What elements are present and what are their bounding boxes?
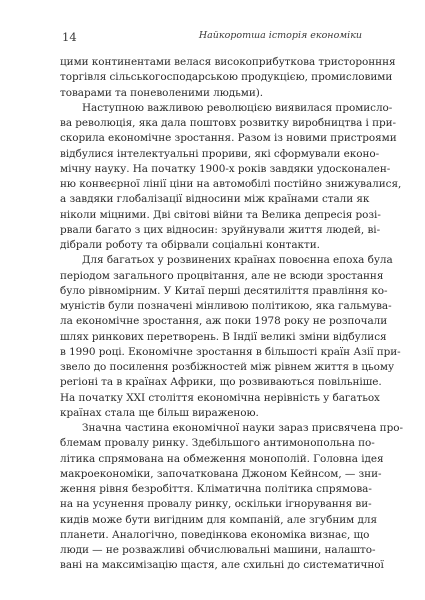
text-line: товарами та поневоленими людьми).: [60, 86, 264, 99]
text-line: в 1990 році. Економічне зростання в більшості країн Азії при-: [60, 345, 401, 358]
text-line: рвали багато з цих відносин: зруйнували життя людей, ві-: [60, 223, 381, 236]
text-line: ню конвеєрної лінії ціни на автомобілі постійно знижувалися,: [60, 178, 402, 190]
text-line: ва революція, яка дала поштовх розвитку виробництва і при-: [60, 117, 396, 129]
text-line: цими континентами велася високоприбуткова тристоронння: [60, 56, 396, 68]
page-number: 14: [62, 30, 77, 44]
body-text: [60, 55, 403, 574]
text-line: Для багатьох у розвинених країнах повоєнна епоха була: [82, 254, 393, 267]
text-line: ла економічне зростання, аж поки 1978 року не розпочали: [60, 315, 388, 328]
text-line: на на усунення провалу ринку, оскільки ігнорування ви-: [60, 498, 372, 511]
running-title: Найкоротша історія економіки: [198, 30, 362, 41]
text-line: люди — не розважливі обчислювальні машини, налашто-: [60, 544, 376, 556]
text-line: регіоні та в країнах Африки, що розвиваються повільніше.: [60, 376, 382, 389]
text-line: дібрали роботу та обірвали соціальні контакти.: [60, 239, 320, 251]
text-line: муністів були позначені мінливою політикою, яка гальмува-: [60, 300, 392, 312]
text-line: скорила економічне зростання. Разом із новими пристроями: [60, 132, 397, 145]
text-line: мічну науку. На початку 1900-х років завдяки удосконален-: [60, 162, 391, 175]
text-line: шлях ринкових перетворень. В Індії великі зміни відбулися: [60, 330, 387, 343]
text-line: ження рівня безробіття. Кліматична політика спрямова-: [60, 483, 372, 495]
text-line: На початку XXI століття економічна нерівність у багатьох: [60, 391, 380, 404]
text-line: планети. Аналогічно, поведінкова економіка визнає, що: [60, 528, 370, 541]
text-line: ніколи міцними. Дві світові війни та Велика депресія розі-: [60, 208, 381, 221]
text-line: торгівля сільськогосподарською продукцією, промисловими: [60, 71, 393, 84]
text-line: звело до посилення розбіжностей між рівнем життя в цьому: [60, 361, 395, 373]
text-line: макроекономіки, започаткована Джоном Кейнсом, — зни-: [60, 467, 382, 480]
text-line: блемам провалу ринку. Здебільшого антимонопольна по-: [60, 437, 375, 450]
text-line: відбулися інтелектуальні прориви, які сформували еконо-: [60, 147, 380, 160]
text-line: Наступною важливою революцією виявилася промисло-: [82, 101, 393, 114]
text-line: вані на максимізацію щастя, але схильні до систематичної: [60, 559, 384, 572]
page-header: [62, 30, 362, 44]
text-line: кидів може бути вигідним для компаній, але згубним для: [60, 513, 378, 526]
text-line: країнах стала ще більш вираженою.: [60, 406, 259, 419]
text-line: періодом загального процвітання, але не всюди зростання: [60, 269, 384, 282]
text-line: літика спрямована на обмеження монополій. Головна ідея: [60, 452, 384, 465]
text-line: а завдяки глобалізації відносини між країнами стали як: [60, 193, 370, 206]
text-line: Значна частина економічної науки зараз присвячена про-: [82, 422, 403, 434]
text-line: було рівномірним. У Китаї перші десятиліття правління ко-: [60, 284, 388, 297]
